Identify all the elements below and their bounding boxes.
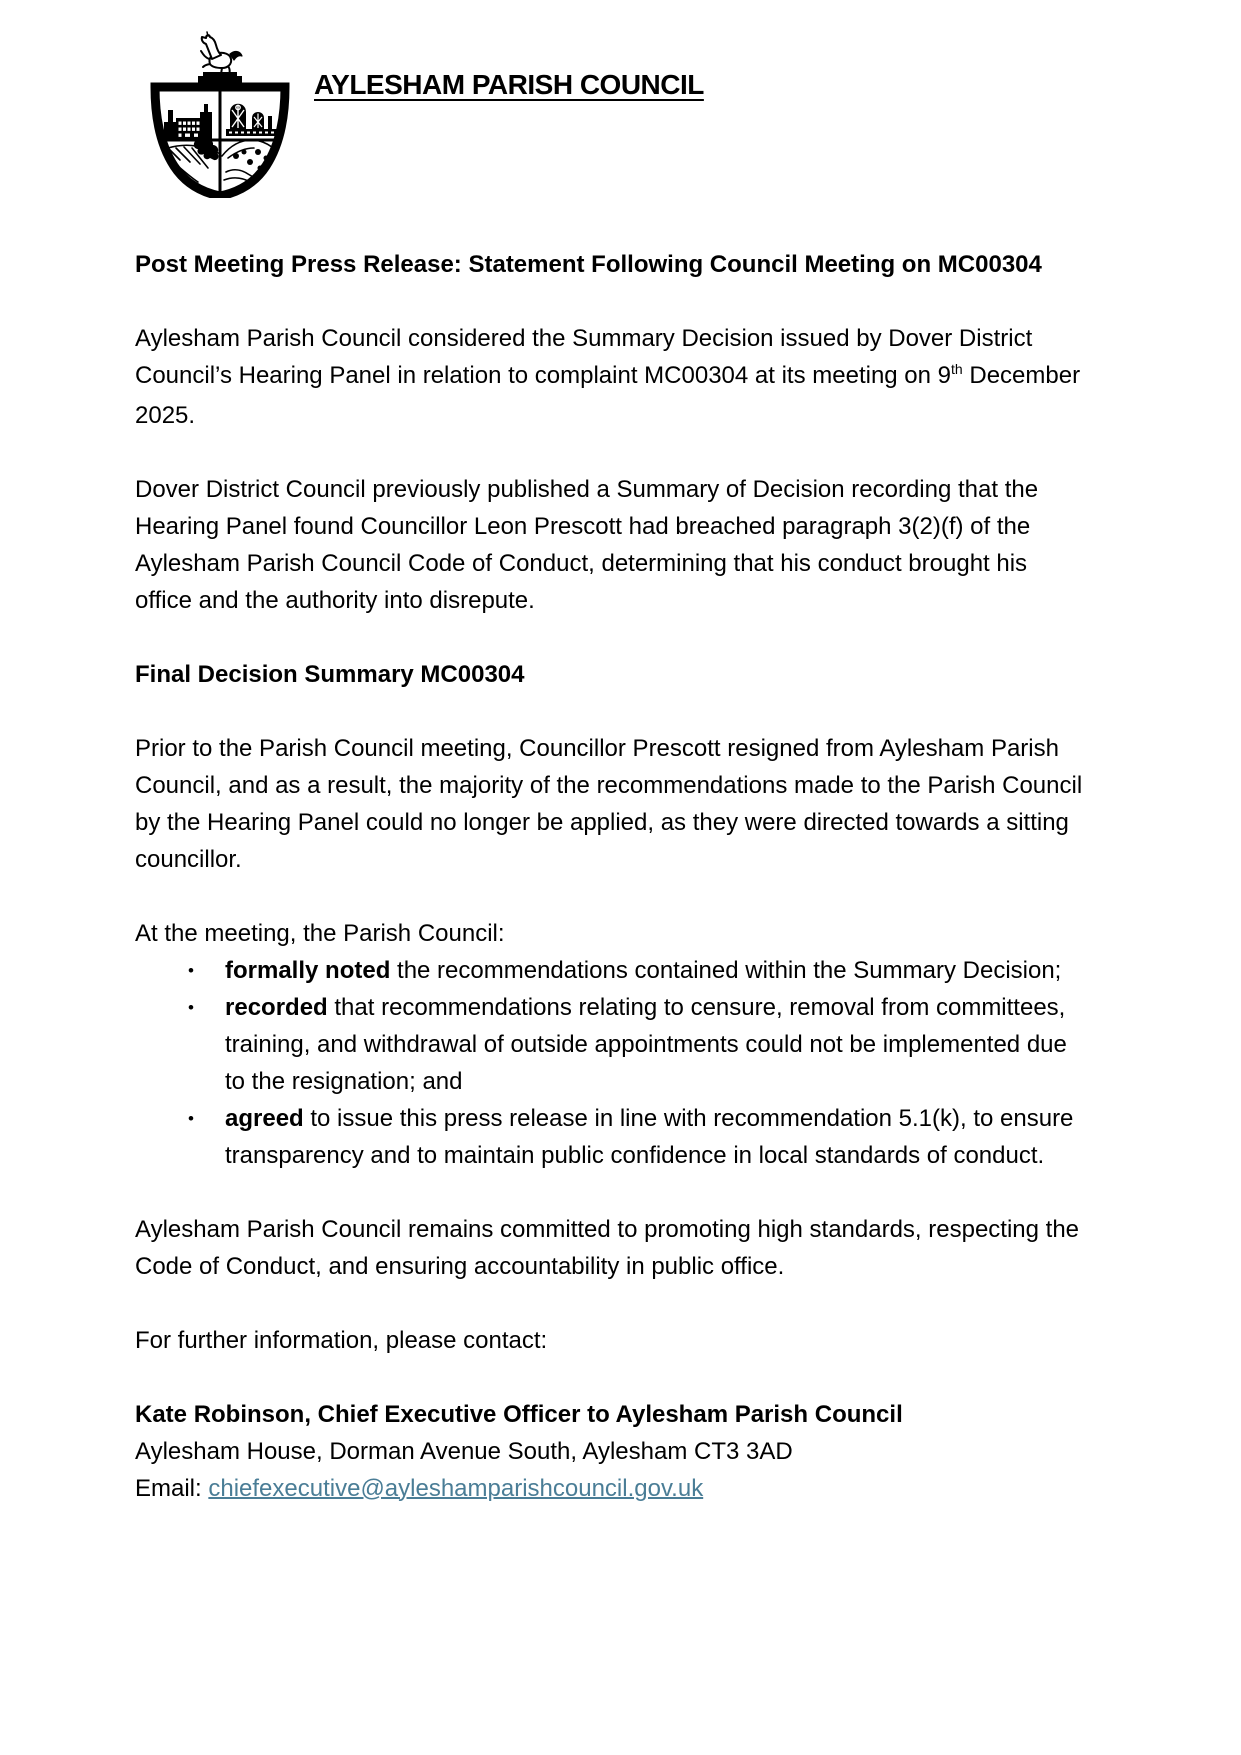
list-item-lead: formally noted	[225, 957, 391, 984]
email-link[interactable]: chiefexecutive@ayleshamparishcouncil.gov.uk	[208, 1475, 704, 1502]
press-release-heading: Post Meeting Press Release: Statement Following Council Meeting on MC00304	[135, 251, 1042, 278]
bullet-icon: •	[188, 1109, 194, 1128]
paragraph-contact-intro: For further information, please contact:	[135, 1327, 548, 1354]
list-item-text	[225, 989, 1085, 1100]
paragraph-published: Dover District Council previously published a Summary of Decision recording that the Hearing Panel found Councillor Leon Prescott had breached paragraph 3(2)(f) of the Aylesham Parish Council Code of Conduct, determining that his conduct brought his office and the authority into disrepute.	[135, 476, 1039, 614]
org-title: AYLESHAM PARISH COUNCIL	[314, 69, 704, 100]
council-crest-logo	[140, 28, 300, 198]
list-item-rest: that recommendations relating to censure, removal from committees, training, and withdrawal of outside appointments could not be implemented due to the resignation; and	[225, 994, 1067, 1095]
list-item-lead: recorded	[225, 994, 328, 1021]
horse-icon	[201, 32, 242, 74]
bullet-icon: •	[188, 961, 194, 980]
contact-name: Kate Robinson, Chief Executive Officer to Aylesham Parish Council	[135, 1401, 903, 1428]
paragraph-prior: Prior to the Parish Council meeting, Councillor Prescott resigned from Aylesham Parish Council, and as a result, the majority of the recommendations made to the Parish Council by the Hearing Panel could no longer be applied, as they were directed towards a sitting councillor.	[135, 735, 1083, 873]
list-item-agreed	[135, 1100, 1085, 1174]
decision-list	[135, 952, 1085, 1174]
list-item-formally-noted	[135, 952, 1085, 989]
list-item-text	[225, 1100, 1085, 1174]
list-item-rest: the recommendations contained within the Summary Decision;	[390, 957, 1062, 984]
final-decision-subheading: Final Decision Summary MC00304	[135, 661, 525, 688]
paragraph-considered	[135, 320, 1085, 434]
ordinal-superscript: th	[951, 361, 963, 377]
email-label: Email:	[135, 1475, 209, 1502]
contact-address: Aylesham House, Dorman Avenue South, Aylesham CT3 3AD	[135, 1438, 793, 1465]
list-intro: At the meeting, the Parish Council:	[135, 920, 505, 947]
list-item-lead: agreed	[225, 1105, 304, 1132]
list-item-recorded	[135, 989, 1085, 1100]
list-item-text	[225, 952, 1085, 989]
contact-email-line	[135, 1470, 1085, 1507]
paragraph-considered-text-end: December 2025.	[135, 362, 1081, 429]
letterhead	[135, 25, 1085, 198]
paragraph-considered-text: Aylesham Parish Council considered the Summary Decision issued by Dover District Council’s Hearing Panel in relation to complaint MC00304 at its meeting on 9	[135, 325, 1033, 389]
list-item-rest: to issue this press release in line with recommendation 5.1(k), to ensure transparency and to maintain public confidence in local standards of conduct.	[225, 1105, 1074, 1169]
paragraph-committed: Aylesham Parish Council remains committed to promoting high standards, respecting the Code of Conduct, and ensuring accountability in public office.	[135, 1216, 1080, 1280]
contact-block	[135, 1396, 1085, 1507]
document-content	[135, 25, 1085, 1507]
bullet-icon: •	[188, 998, 194, 1017]
